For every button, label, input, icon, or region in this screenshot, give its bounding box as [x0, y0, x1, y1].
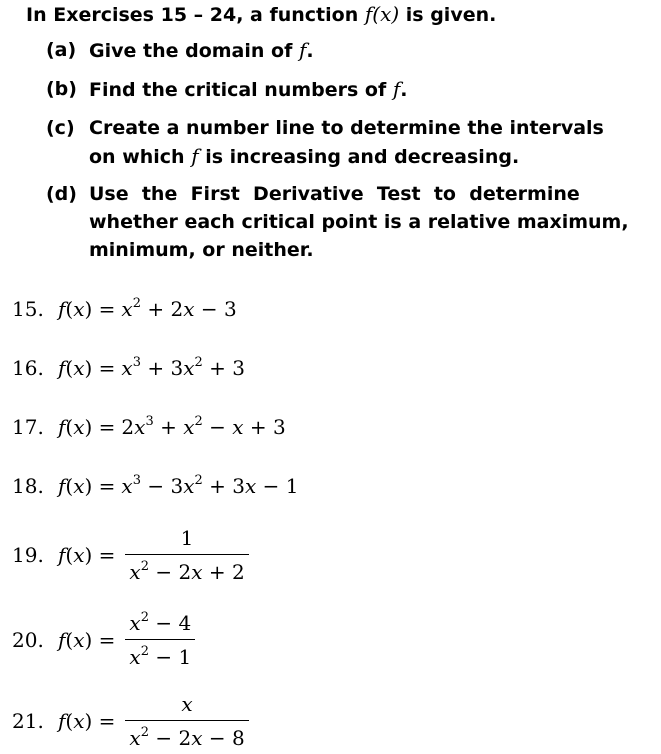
exercise-19	[12, 526, 249, 584]
fraction-denominator: $x^2 - 2x - 8$	[125, 720, 248, 750]
fraction-denominator: $x^2 - 1$	[125, 639, 195, 669]
part-c-line2a: on which	[89, 146, 192, 168]
exercise-number: 17.	[12, 414, 44, 439]
exercise-number: 18.	[12, 473, 44, 498]
exercise-number: 15.	[12, 296, 44, 321]
part-a-text: Give the domain of	[89, 40, 299, 62]
part-c-label: (c)	[46, 117, 75, 139]
part-d-line2: whether each critical point is a relative maximum,	[89, 211, 629, 233]
exercise-number: 21.	[12, 709, 44, 733]
exercise-15	[12, 296, 237, 321]
exercise-17	[12, 414, 286, 439]
exercise-lhs: f(x) =	[58, 543, 116, 567]
exercise-lhs: f(x) =	[58, 473, 116, 498]
fraction-numerator: x	[181, 692, 193, 716]
part-b-text: Find the critical numbers of	[89, 79, 393, 101]
exercise-lhs: f(x) =	[58, 709, 116, 733]
exercise-lhs: f(x) =	[58, 627, 116, 652]
exercise-18	[12, 473, 298, 498]
part-c-math: f	[191, 144, 199, 168]
part-b-end: .	[400, 79, 408, 101]
fraction-denominator: $x^2 - 2x + 2$	[125, 554, 248, 584]
part-a-label: (a)	[46, 39, 77, 61]
exercise-fraction	[125, 526, 248, 584]
exercise-lhs: f(x) =	[58, 296, 116, 321]
part-d-label: (d)	[46, 183, 77, 205]
part-d	[46, 183, 646, 273]
exercise-fraction	[125, 692, 248, 750]
part-d-line3: minimum, or neither.	[89, 239, 314, 261]
part-b-label: (b)	[46, 78, 77, 100]
part-a-end: .	[306, 40, 314, 62]
exercise-rhs: $x^3 + 3x^2 + 3$	[121, 355, 245, 380]
part-c-line1: Create a number line to determine the intervals	[89, 117, 604, 139]
part-b	[46, 78, 646, 108]
exercise-number: 20.	[12, 627, 44, 652]
exercise-lhs: f(x) =	[58, 414, 116, 439]
exercise-21	[12, 692, 249, 750]
part-a	[46, 39, 646, 69]
part-c-line2b: is increasing and decreasing.	[198, 146, 520, 168]
intro-line	[26, 2, 496, 26]
part-a-math: f	[298, 38, 307, 62]
part-c	[46, 117, 646, 177]
exercise-rhs: $x^3 - 3x^2 + 3x - 1$	[121, 473, 299, 498]
exercise-fraction	[125, 610, 195, 669]
intro-text-after: is given.	[399, 4, 497, 26]
exercise-number: 16.	[12, 355, 44, 380]
part-b-math: f	[392, 77, 401, 101]
exercise-rhs: $x^2 + 2x - 3$	[121, 296, 237, 321]
part-d-line1: Use the First Derivative Test to determine	[89, 183, 580, 205]
exercise-16	[12, 355, 245, 380]
exercise-rhs: $2x^3 + x^2 - x + 3$	[121, 414, 286, 439]
exercise-number: 19.	[12, 543, 44, 567]
exercise-20	[12, 610, 195, 669]
intro-fx: f(x)	[364, 2, 400, 26]
fraction-numerator: $x^2 - 4$	[129, 610, 192, 635]
intro-text-before: In Exercises 15 – 24, a function	[26, 4, 365, 26]
exercise-lhs: f(x) =	[58, 355, 116, 380]
fraction-numerator: 1	[180, 526, 194, 550]
